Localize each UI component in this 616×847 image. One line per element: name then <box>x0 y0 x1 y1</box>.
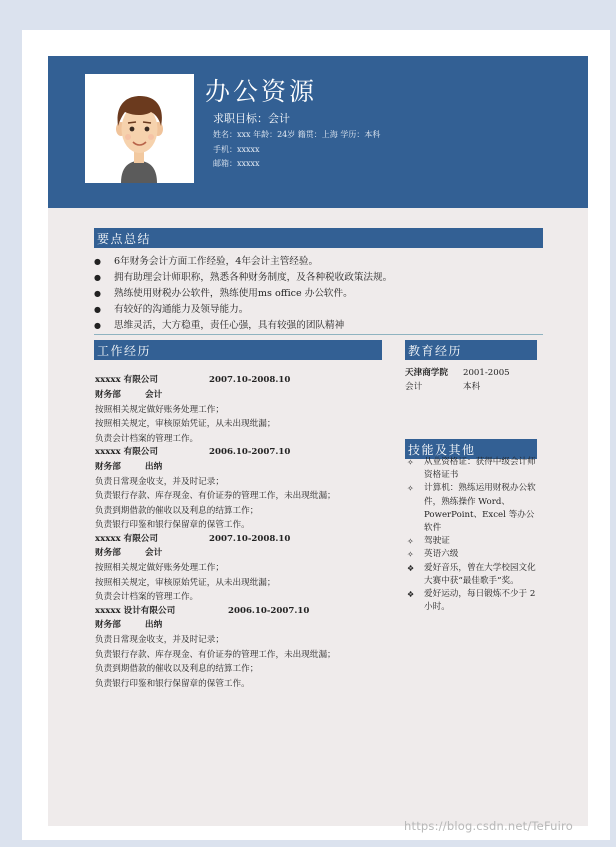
diamond-bullet-icon: ❖ <box>407 590 415 600</box>
department: 财务部 <box>95 389 121 400</box>
duty-line: 负责会计档案的管理工作。 <box>95 433 199 444</box>
list-item: ❖ 爱好运动，每日锻炼不少于 2 小时。 <box>407 589 536 613</box>
work-item <box>95 533 385 605</box>
phone: 手机：xxxxx <box>213 145 260 154</box>
duty-line: 负责会计档案的管理工作。 <box>95 592 199 602</box>
company-name: xxxxx 有限公司 <box>95 447 158 457</box>
diamond-bullet-icon: ✧ <box>407 550 414 560</box>
list-item: ● 6年财务会计方面工作经验，4年会计主管经验。 <box>94 254 554 270</box>
department: 财务部 <box>95 548 121 558</box>
work-item <box>95 446 385 533</box>
list-item: ● 思维灵活，大方稳重，责任心强，具有较强的团队精神 <box>94 318 554 334</box>
resume-sheet <box>48 56 588 826</box>
duty-line: 按照相关规定做好账务处理工作； <box>95 404 224 415</box>
summary-list <box>94 254 554 334</box>
department: 财务部 <box>95 461 121 472</box>
candidate-name: 办公资源 <box>205 77 318 106</box>
school-name: 天津商学院 <box>405 368 448 378</box>
resume-page <box>22 30 610 840</box>
divider <box>94 334 543 335</box>
duty-line: 负责日常现金收支，并及时记录； <box>95 635 224 645</box>
work-period: 2006.10-2007.10 <box>228 605 310 616</box>
list-item: ● 拥有助理会计师职称，熟悉各种财务制度，及各种税收政策法规。 <box>94 270 554 286</box>
cartoon-avatar-icon <box>85 74 194 183</box>
job-role: 会计 <box>145 548 163 558</box>
work-period: 2007.10-2008.10 <box>209 375 291 385</box>
duty-line: 负责到期借款的催收以及利息的结算工作； <box>95 664 259 674</box>
degree: 本科 <box>463 382 481 392</box>
job-role: 会计 <box>145 389 163 400</box>
list-item: ✧ 驾驶证 <box>405 535 540 548</box>
section-title-summary: 要点总结 <box>94 228 543 248</box>
major: 会计 <box>405 382 423 392</box>
duty-line: 负责日常现金收支，并及时记录； <box>95 476 224 487</box>
list-item: ✧ 英语六级 <box>405 548 540 561</box>
diamond-bullet-icon: ✧ <box>407 537 414 547</box>
section-title-work: 工作经历 <box>94 340 382 360</box>
section-title-skills: 技能及其他 <box>405 439 537 459</box>
work-experience <box>95 374 385 691</box>
list-item: ❖ 爱好音乐，曾在大学校园文化大赛中获“最佳歌手”奖。 <box>407 562 536 586</box>
duty-line: 按照相关规定，审核原始凭证，从未出现纰漏； <box>95 419 276 429</box>
personal-info: 姓名：xxx 年龄：24岁 籍贯：上海 学历：本科 <box>213 130 381 139</box>
diamond-bullet-icon: ✧ <box>407 458 414 467</box>
department: 财务部 <box>95 620 121 630</box>
duty-line: 负责银行印鉴和银行保留章的保管工作。 <box>95 678 250 689</box>
work-period: 2006.10-2007.10 <box>209 447 291 457</box>
job-objective: 求职目标：会计 <box>213 112 290 125</box>
company-name: xxxxx 有限公司 <box>95 533 158 544</box>
skills-list <box>405 456 540 614</box>
resume-header <box>48 56 588 208</box>
duty-line: 按照相关规定做好账务处理工作； <box>95 563 224 573</box>
avatar <box>85 74 194 183</box>
section-title-education: 教育经历 <box>405 340 537 360</box>
diamond-bullet-icon: ✧ <box>407 484 414 494</box>
education <box>405 366 540 394</box>
job-role: 出纳 <box>145 461 163 472</box>
duty-line: 负责银行存款、库存现金、有价证券的管理工作，未出现纰漏； <box>95 649 336 660</box>
duty-line: 按照相关规定，审核原始凭证，从未出现纰漏； <box>95 577 276 588</box>
duty-line: 负责银行存款、库存现金、有价证券的管理工作，未出现纰漏； <box>95 491 336 501</box>
job-role: 出纳 <box>145 620 163 630</box>
email: 邮箱：xxxxx <box>213 159 260 168</box>
work-period: 2007.10-2008.10 <box>209 533 291 544</box>
duty-line: 负责银行印鉴和银行保留章的保管工作。 <box>95 520 250 530</box>
education-period: 2001-2005 <box>463 368 510 378</box>
duty-line: 负责到期借款的催收以及利息的结算工作； <box>95 505 259 516</box>
list-item: ● 熟练使用财税办公软件，熟练使用ms office 办公软件。 <box>94 286 554 302</box>
work-item <box>95 605 385 692</box>
company-name: xxxxx 设计有限公司 <box>95 605 176 616</box>
watermark: https://blog.csdn.net/TeFuiro <box>404 819 573 833</box>
list-item: ✧ 计算机：熟练运用财税办公软件，熟练操作 Word、PowerPoint、Excel 等办公软件 <box>407 483 536 534</box>
work-item <box>95 374 385 446</box>
company-name: xxxxx 有限公司 <box>95 375 158 385</box>
diamond-bullet-icon: ❖ <box>407 563 415 573</box>
list-item: ✧ 从业资格证：获得中级会计师资格证书 <box>407 457 536 481</box>
list-item: ● 有较好的沟通能力及领导能力。 <box>94 302 554 318</box>
